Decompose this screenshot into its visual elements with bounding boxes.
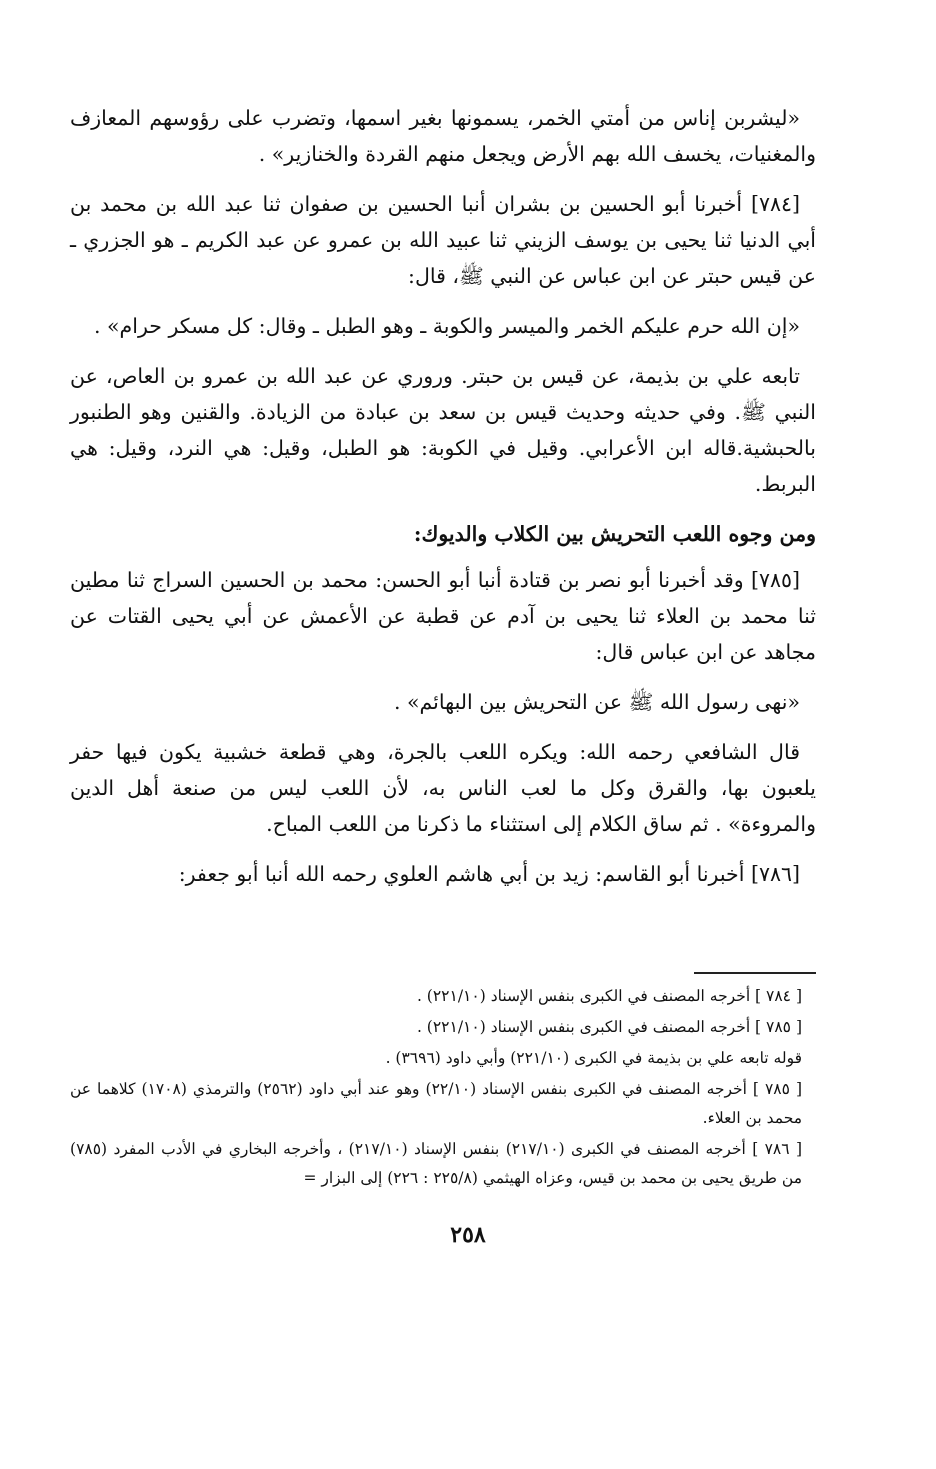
narration-paragraph: [٧٨٥] وقد أخبرنا أبو نصر بن قتادة أنبا أبو الحسن: محمد بن الحسين السراج ثنا مطين ثنا محمد بن العلاء ثنا يحيى بن آدم عن قطبة عن الأعمش عن أبي يحيى القتات عن مجاهد عن ابن عباس قال: <box>70 568 816 664</box>
footnote: [ ٧٨٦ ] أخرجه المصنف في الكبرى (٢١٧/١٠) بنفس الإسناد (٢١٧/١٠) ، وأخرجه البخاري في الأدب المفرد (٧٨٥) من طريق يحيى بن محمد بن قيس، وعزاه الهيثمي (٢٢٥/٨ : ٢٢٦) إلى البزار = <box>70 1140 802 1187</box>
footnote: [ ٧٨٥ ] أخرجه المصنف في الكبرى بنفس الإسناد (٢٢١/١٠) . <box>416 1018 802 1036</box>
commentary-paragraph: تابعه علي بن بذيمة، عن قيس بن حبتر. وروري عن عبد الله بن عمرو بن العاص، عن النبي ﷺ. وفي حديثه وحديث قيس بن سعد بن عبادة من الزيادة. والقنين وهو الطنبور بالحبشية.قاله ابن الأعرابي. وقيل في الكوبة: هو الطبل، وقيل: هي النرد، وقيل: هي البربط. <box>70 364 816 496</box>
footnote: قوله تابعه علي بن بذيمة في الكبرى (٢٢١/١٠) وأبي داود (٣٦٩٦) . <box>385 1049 802 1067</box>
footnote: [ ٧٨٥ ] أخرجه المصنف في الكبرى بنفس الإسناد (٢٢/١٠) وهو عند أبي داود (٢٥٦٢) والترمذي (١٧٠٨) كلاهما عن محمد بن العلاء. <box>70 1080 802 1127</box>
narration-paragraph: [٧٨٤] أخبرنا أبو الحسين بن بشران أنبا الحسين بن صفوان ثنا عبد الله بن محمد بن أبي الدنيا ثنا يحيى بن يوسف الزيني ثنا عبيد الله بن عمرو عن عبد الكريم ـ هو الجزري ـ عن قيس حبتر عن ابن عباس عن النبي ﷺ، قال: <box>70 192 816 288</box>
commentary-paragraph: قال الشافعي رحمه الله: ويكره اللعب بالجرة، وهي قطعة خشبية يكون فيها حفر يلعبون بها، والقرق وكل ما لعب الناس به، لأن اللعب ليس من صنعة أهل الدين والمروءة» . ثم ساق الكلام إلى استثناء ما ذكرنا من اللعب المباح. <box>70 740 816 836</box>
main-text <box>70 100 816 906</box>
footnote-divider <box>694 972 816 974</box>
narration-paragraph: [٧٨٦] أخبرنا أبو القاسم: زيد بن أبي هاشم العلوي رحمه الله أنبا أبو جعفر: <box>178 862 800 886</box>
hadith-quote: «ليشربن إناس من أمتي الخمر، يسمونها بغير اسمها، وتضرب على رؤوسهم المعازف والمغنيات، يخسف الله بهم الأرض ويجعل منهم القردة والخنازير» . <box>70 106 816 166</box>
hadith-quote: «إن الله حرم عليكم الخمر والميسر والكوبة ـ وهو الطبل ـ وقال: كل مسكر حرام» . <box>93 314 800 338</box>
page-number: ٢٥٨ <box>450 1222 486 1248</box>
footnotes <box>70 982 816 1195</box>
section-heading: ومن وجوه اللعب التحريش بين الكلاب والديوك: <box>413 522 816 546</box>
footnote: [ ٧٨٤ ] أخرجه المصنف في الكبرى بنفس الإسناد (٢٢١/١٠) . <box>416 987 802 1005</box>
hadith-quote: «نهى رسول الله ﷺ عن التحريش بين البهائم» . <box>393 690 800 714</box>
